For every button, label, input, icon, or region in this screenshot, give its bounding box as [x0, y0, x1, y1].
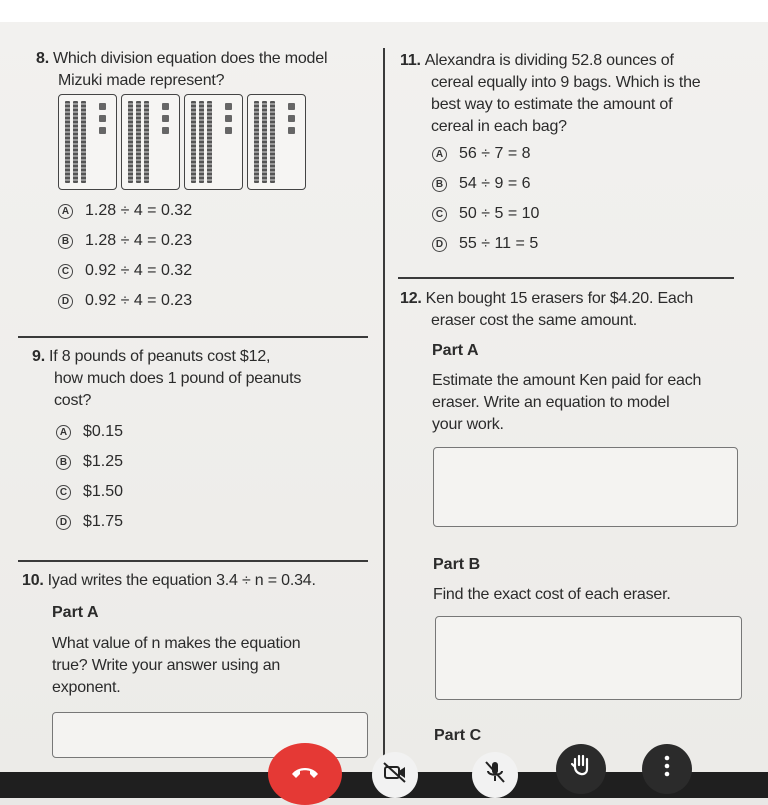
q11-choices [432, 139, 539, 259]
question-text-line: how much does 1 pound of peanuts [54, 370, 302, 387]
part-a-text [432, 370, 752, 436]
part-a-heading: Part A [52, 604, 99, 621]
question-text-line: Alexandra is dividing 52.8 ounces of [424, 52, 674, 69]
choice-bubble: B [432, 177, 447, 192]
answer-choice-a[interactable] [56, 417, 123, 447]
choice-text: 50 ÷ 5 = 10 [459, 205, 540, 222]
question-text-line: If 8 pounds of peanuts cost $12, [48, 348, 271, 365]
answer-choice-b[interactable] [56, 447, 123, 477]
choice-text: 1.28 ÷ 4 = 0.23 [85, 232, 193, 249]
camera-off-icon [382, 761, 408, 789]
choice-text: 56 ÷ 7 = 8 [459, 145, 531, 162]
model-group [121, 94, 180, 190]
question-11 [400, 50, 740, 138]
choice-bubble: B [58, 234, 73, 249]
choice-text: 54 ÷ 9 = 6 [459, 175, 531, 192]
question-number: 8. [36, 50, 49, 67]
choice-text: 0.92 ÷ 4 = 0.23 [85, 292, 193, 309]
part-b-text [433, 584, 753, 606]
q8-choices [58, 196, 192, 316]
question-text-line: Find the exact cost of each eraser. [433, 586, 671, 603]
question-text-line: eraser. Write an equation to model [432, 394, 670, 411]
model-group [184, 94, 243, 190]
mic-toggle-button[interactable] [472, 752, 518, 798]
choice-text: $0.15 [83, 423, 124, 440]
more-options-button[interactable] [642, 744, 692, 794]
choice-bubble: C [432, 207, 447, 222]
part-a-text [52, 633, 372, 699]
question-text-line: eraser cost the same amount. [431, 312, 638, 329]
camera-toggle-button[interactable] [372, 752, 418, 798]
choice-bubble: B [56, 455, 71, 470]
part-c-heading: Part C [434, 727, 482, 744]
answer-choice-a[interactable] [58, 196, 192, 226]
question-number: 11. [400, 52, 421, 69]
section-divider [18, 336, 368, 338]
question-text-line: true? Write your answer using an [52, 657, 281, 674]
choice-text: $1.75 [83, 513, 124, 530]
question-text-line: cereal in each bag? [431, 118, 567, 135]
choice-text: 1.28 ÷ 4 = 0.32 [85, 202, 193, 219]
question-text-line: exponent. [52, 679, 121, 696]
section-divider [398, 277, 734, 279]
question-9 [32, 346, 372, 412]
question-text-line: Which division equation does the model [52, 50, 328, 67]
raise-hand-button[interactable] [556, 744, 606, 794]
choice-bubble: A [432, 147, 447, 162]
part-a-heading: Part A [432, 342, 479, 359]
answer-choice-b[interactable] [58, 226, 192, 256]
choice-bubble: D [58, 294, 73, 309]
part-b-heading: Part B [433, 556, 481, 573]
answer-choice-d[interactable] [56, 507, 123, 537]
choice-bubble: A [58, 204, 73, 219]
choice-text: $1.50 [83, 483, 124, 500]
question-8 [36, 48, 376, 92]
question-number: 10. [22, 572, 44, 589]
question-text-line: best way to estimate the amount of [431, 96, 673, 113]
answer-choice-d[interactable] [432, 229, 539, 259]
question-text-line: Iyad writes the equation 3.4 ÷ n = 0.34. [47, 572, 316, 589]
question-text-line: cereal equally into 9 bags. Which is the [431, 74, 701, 91]
question-text-line: your work. [432, 416, 504, 433]
question-text-line: Mizuki made represent? [58, 72, 225, 89]
answer-box-part-a[interactable] [433, 447, 738, 527]
question-text-line: What value of n makes the equation [52, 635, 301, 652]
choice-bubble: A [56, 425, 71, 440]
section-divider [18, 560, 368, 562]
choice-bubble: C [56, 485, 71, 500]
choice-text: 55 ÷ 11 = 5 [459, 235, 539, 252]
choice-text: $1.25 [83, 453, 124, 470]
question-text-line: Ken bought 15 erasers for $4.20. Each [425, 290, 694, 307]
answer-choice-c[interactable] [432, 199, 539, 229]
question-text-line: cost? [54, 392, 92, 409]
raise-hand-icon [569, 753, 593, 785]
answer-choice-c[interactable] [58, 256, 192, 286]
answer-choice-d[interactable] [58, 286, 192, 316]
q9-choices [56, 417, 123, 537]
choice-bubble: C [58, 264, 73, 279]
answer-choice-a[interactable] [432, 139, 539, 169]
more-options-icon [664, 755, 670, 783]
hang-up-button[interactable] [268, 743, 342, 805]
place-value-model [58, 94, 308, 190]
question-10 [22, 570, 377, 592]
choice-bubble: D [432, 237, 447, 252]
question-text-line: Estimate the amount Ken paid for each [432, 372, 702, 389]
choice-text: 0.92 ÷ 4 = 0.32 [85, 262, 193, 279]
answer-box-part-b[interactable] [435, 616, 742, 700]
model-group [58, 94, 117, 190]
question-12 [400, 288, 745, 332]
choice-bubble: D [56, 515, 71, 530]
answer-choice-c[interactable] [56, 477, 123, 507]
top-band [0, 0, 768, 22]
hang-up-icon [290, 763, 320, 786]
answer-choice-b[interactable] [432, 169, 539, 199]
question-number: 12. [400, 290, 422, 307]
column-divider [383, 48, 385, 770]
question-number: 9. [32, 348, 45, 365]
model-group [247, 94, 306, 190]
mic-off-icon [484, 760, 506, 790]
